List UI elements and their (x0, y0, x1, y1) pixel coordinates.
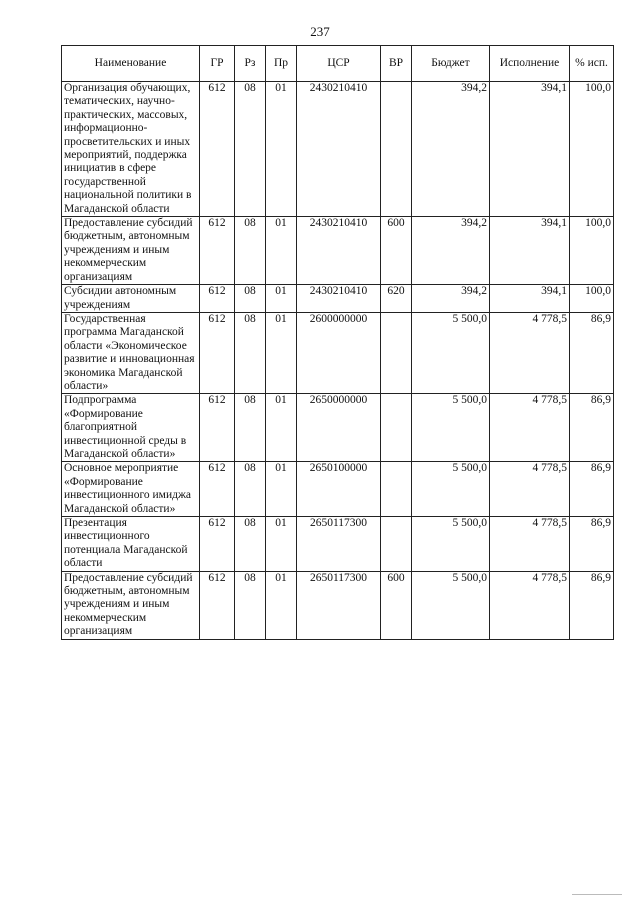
row-vr (381, 312, 412, 393)
header-vr: ВР (381, 46, 412, 82)
row-csr: 2430210410 (297, 285, 381, 313)
row-budget: 5 500,0 (412, 312, 490, 393)
table-row (62, 571, 614, 639)
header-pr: Пр (266, 46, 297, 82)
row-pct: 86,9 (570, 517, 614, 572)
row-rz: 08 (235, 217, 266, 285)
row-rz: 08 (235, 394, 266, 462)
row-name: Основное мероприятие «Формирование инвестиционного имиджа Магаданской области» (62, 462, 200, 517)
row-execution: 394,1 (490, 82, 570, 217)
row-execution: 394,1 (490, 217, 570, 285)
row-name: Государственная программа Магаданской области «Экономическое развитие и инновационная экономика Магаданской области» (62, 312, 200, 393)
row-gr: 612 (200, 217, 235, 285)
row-gr: 612 (200, 517, 235, 572)
row-rz: 08 (235, 312, 266, 393)
row-pr: 01 (266, 462, 297, 517)
header-rz: Рз (235, 46, 266, 82)
row-gr: 612 (200, 312, 235, 393)
row-vr: 600 (381, 217, 412, 285)
row-execution: 4 778,5 (490, 517, 570, 572)
row-vr (381, 82, 412, 217)
row-budget: 5 500,0 (412, 462, 490, 517)
row-name: Предоставление субсидий бюджетным, автономным учреждениям и иным некоммерческим организациям (62, 571, 200, 639)
row-vr (381, 394, 412, 462)
row-name: Подпрограмма «Формирование благоприятной инвестиционной среды в Магаданской области» (62, 394, 200, 462)
table-row (62, 217, 614, 285)
row-vr (381, 462, 412, 517)
row-execution: 4 778,5 (490, 462, 570, 517)
row-csr: 2650117300 (297, 517, 381, 572)
row-budget: 5 500,0 (412, 571, 490, 639)
row-pr: 01 (266, 394, 297, 462)
row-csr: 2650100000 (297, 462, 381, 517)
row-rz: 08 (235, 82, 266, 217)
header-budget: Бюджет (412, 46, 490, 82)
row-execution: 4 778,5 (490, 312, 570, 393)
row-pct: 100,0 (570, 285, 614, 313)
header-pct: % исп. (570, 46, 614, 82)
header-name: Наименование (62, 46, 200, 82)
table-row (62, 462, 614, 517)
row-pct: 86,9 (570, 312, 614, 393)
scan-mark (572, 894, 622, 895)
row-pct: 100,0 (570, 217, 614, 285)
table-row (62, 394, 614, 462)
row-rz: 08 (235, 571, 266, 639)
row-budget: 394,2 (412, 82, 490, 217)
row-pr: 01 (266, 312, 297, 393)
row-vr: 620 (381, 285, 412, 313)
row-execution: 4 778,5 (490, 571, 570, 639)
row-csr: 2430210410 (297, 217, 381, 285)
row-gr: 612 (200, 394, 235, 462)
row-gr: 612 (200, 82, 235, 217)
row-budget: 5 500,0 (412, 394, 490, 462)
row-gr: 612 (200, 285, 235, 313)
row-vr: 600 (381, 571, 412, 639)
row-rz: 08 (235, 285, 266, 313)
row-rz: 08 (235, 462, 266, 517)
row-gr: 612 (200, 462, 235, 517)
table-header-row (62, 46, 614, 82)
row-pr: 01 (266, 571, 297, 639)
row-budget: 394,2 (412, 285, 490, 313)
header-execution: Исполнение (490, 46, 570, 82)
row-execution: 394,1 (490, 285, 570, 313)
row-name: Субсидии автономным учреждениям (62, 285, 200, 313)
row-pr: 01 (266, 217, 297, 285)
row-pr: 01 (266, 285, 297, 313)
row-csr: 2430210410 (297, 82, 381, 217)
table-row (62, 312, 614, 393)
row-name: Организация обучающих, тематических, научно-практических, массовых, информационно-просветительских и иных мероприятий, поддержка инициатив в сфере государственной национальной политики в Магаданской области (62, 82, 200, 217)
row-gr: 612 (200, 571, 235, 639)
budget-execution-table (61, 45, 614, 640)
row-name: Презентация инвестиционного потенциала Магаданской области (62, 517, 200, 572)
row-csr: 2650117300 (297, 571, 381, 639)
row-budget: 5 500,0 (412, 517, 490, 572)
table-row (62, 285, 614, 313)
row-csr: 2650000000 (297, 394, 381, 462)
row-pct: 86,9 (570, 462, 614, 517)
row-vr (381, 517, 412, 572)
row-pct: 86,9 (570, 394, 614, 462)
table-row (62, 82, 614, 217)
row-pr: 01 (266, 82, 297, 217)
row-pct: 100,0 (570, 82, 614, 217)
table-row (62, 517, 614, 572)
row-execution: 4 778,5 (490, 394, 570, 462)
row-csr: 2600000000 (297, 312, 381, 393)
header-gr: ГР (200, 46, 235, 82)
row-pr: 01 (266, 517, 297, 572)
page-number: 237 (310, 24, 330, 39)
header-csr: ЦСР (297, 46, 381, 82)
row-rz: 08 (235, 517, 266, 572)
row-budget: 394,2 (412, 217, 490, 285)
row-name: Предоставление субсидий бюджетным, автономным учреждениям и иным некоммерческим организациям (62, 217, 200, 285)
row-pct: 86,9 (570, 571, 614, 639)
